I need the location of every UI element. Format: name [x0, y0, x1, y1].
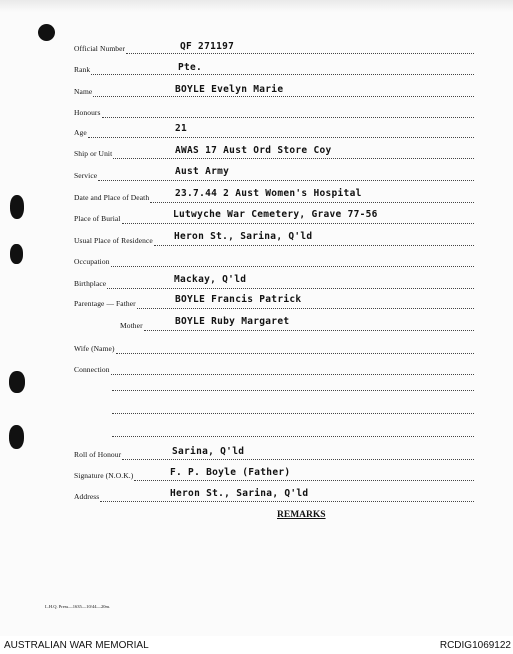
dotted-rule: [126, 53, 474, 54]
scan-edge: [0, 0, 513, 12]
field-rank: [0, 62, 513, 78]
field-value: Sarina, Q'ld: [172, 446, 245, 457]
field-label: Date and Place of Death: [74, 193, 150, 202]
dotted-rule: [91, 74, 474, 75]
field-label: Wife (Name): [74, 344, 115, 353]
field-label: Ship or Unit: [74, 149, 113, 158]
field-birthplace: [0, 276, 513, 292]
dotted-rule: [122, 459, 474, 460]
field-value: Aust Army: [175, 166, 230, 177]
field-wife: [0, 341, 513, 357]
dotted-rule: [93, 96, 474, 97]
field-value: Heron St., Sarina, Q'ld: [170, 488, 309, 499]
connection-extra-line: [112, 390, 474, 391]
connection-extra-line: [112, 436, 474, 437]
field-label: Parentage — Father: [74, 299, 136, 308]
field-label: Service: [74, 171, 98, 180]
field-label: Mother: [120, 321, 143, 330]
field-value: AWAS 17 Aust Ord Store Coy: [175, 145, 332, 156]
dotted-rule: [137, 308, 474, 309]
field-label: Birthplace: [74, 279, 107, 288]
dotted-rule: [107, 288, 474, 289]
field-value: Mackay, Q'ld: [174, 274, 247, 285]
field-date-place-of-death: [0, 190, 513, 206]
field-mother: [0, 318, 513, 334]
field-address: [0, 489, 513, 505]
printer-imprint: L.H.Q. Press—1635—10/44—20m.: [45, 604, 111, 609]
field-value: BOYLE Ruby Margaret: [175, 316, 290, 327]
field-official-number: [0, 41, 513, 57]
dotted-rule: [134, 480, 474, 481]
field-value: BOYLE Francis Patrick: [175, 294, 302, 305]
record-id: RCDIG1069122: [439, 640, 511, 651]
field-label: Usual Place of Residence: [74, 236, 153, 245]
dotted-rule: [100, 501, 474, 502]
field-value: Lutwyche War Cemetery, Grave 77-56: [173, 209, 378, 220]
field-value: QF 271197: [180, 41, 235, 52]
connection-extra-line: [112, 413, 474, 414]
remarks-heading: REMARKS: [277, 510, 326, 520]
field-label: Official Number: [74, 44, 126, 53]
field-value: Heron St., Sarina, Q'ld: [174, 231, 313, 242]
field-label: Signature (N.O.K.): [74, 471, 134, 480]
field-usual-residence: [0, 233, 513, 249]
field-value: Pte.: [178, 62, 203, 73]
field-value: 21: [175, 123, 188, 134]
field-value: BOYLE Evelyn Marie: [175, 84, 284, 95]
field-age: [0, 125, 513, 141]
field-value: F. P. Boyle (Father): [170, 467, 291, 478]
field-label: Place of Burial: [74, 214, 121, 223]
field-name: [0, 84, 513, 100]
punch-hole: [9, 425, 24, 449]
dotted-rule: [116, 353, 474, 354]
field-occupation: [0, 254, 513, 270]
field-honours: [0, 105, 513, 121]
dotted-rule: [154, 245, 474, 246]
field-service: [0, 168, 513, 184]
field-ship-or-unit: [0, 146, 513, 162]
dotted-rule: [144, 330, 474, 331]
dotted-rule: [98, 180, 474, 181]
dotted-rule: [111, 266, 474, 267]
field-label: Occupation: [74, 257, 110, 266]
field-value: 23.7.44 2 Aust Women's Hospital: [175, 188, 362, 199]
field-roll-of-honour: [0, 447, 513, 463]
field-father: [0, 296, 513, 312]
punch-hole: [38, 24, 55, 41]
field-label: Rank: [74, 65, 91, 74]
archive-name: AUSTRALIAN WAR MEMORIAL: [4, 640, 149, 651]
field-label: Connection: [74, 365, 110, 374]
field-label: Age: [74, 128, 87, 137]
dotted-rule: [111, 374, 474, 375]
field-label: Address: [74, 492, 100, 501]
field-label: Name: [74, 87, 93, 96]
field-connection: [0, 362, 513, 378]
field-place-of-burial: [0, 211, 513, 227]
dotted-rule: [113, 158, 474, 159]
dotted-rule: [150, 202, 474, 203]
dotted-rule: [102, 117, 474, 118]
field-signature: [0, 468, 513, 484]
dotted-rule: [88, 137, 474, 138]
archive-footer: [0, 636, 513, 654]
field-label: Roll of Honour: [74, 450, 122, 459]
field-label: Honours: [74, 108, 101, 117]
dotted-rule: [122, 223, 474, 224]
